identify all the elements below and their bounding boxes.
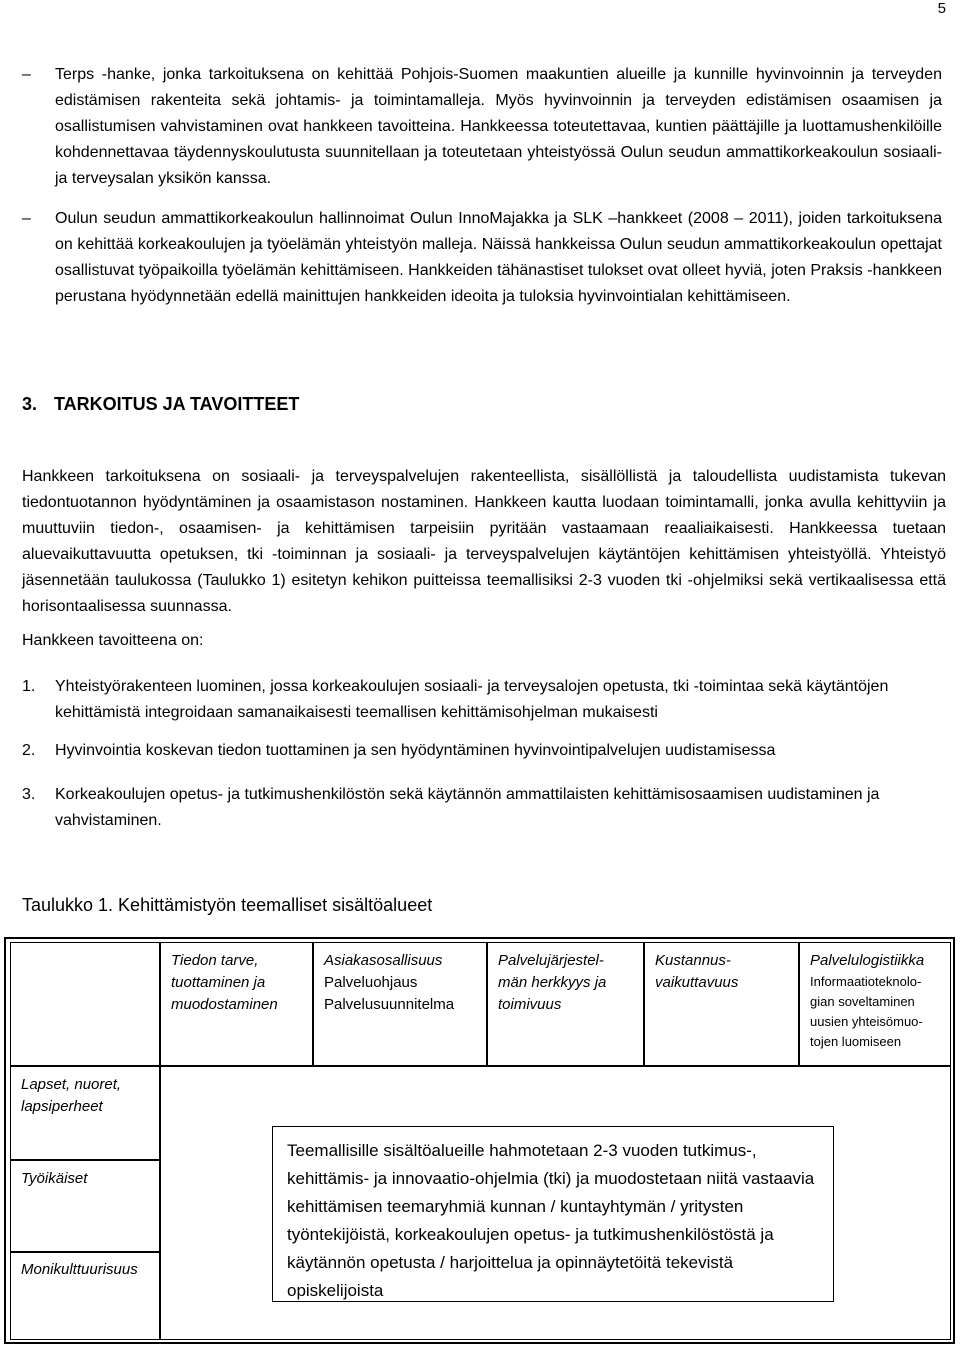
column-header — [799, 942, 951, 1066]
corner-cell — [10, 942, 160, 1066]
goal-number: 3. — [22, 786, 36, 803]
header-line: män herkkyys ja — [498, 974, 607, 991]
column-header — [160, 942, 313, 1066]
header-line: toimivuus — [498, 996, 562, 1013]
row-header — [10, 1252, 160, 1340]
header-line: Palvelusuunnitelma — [324, 996, 455, 1013]
header-subline: gian soveltaminen — [810, 994, 915, 1009]
section-number: 3. — [22, 394, 38, 414]
header-line: tuottaminen ja — [171, 974, 266, 991]
column-header — [487, 942, 644, 1066]
row-line: lapsiperheet — [21, 1098, 103, 1115]
column-header-label — [645, 943, 798, 1001]
row-header — [10, 1066, 160, 1160]
goal-text: Hyvinvointia koskevan tiedon tuottaminen ja sen hyödyntäminen hyvinvointipalvelujen uudistamisessa — [55, 742, 776, 759]
header-subline: Informaatioteknolo- — [810, 974, 922, 989]
overlay-description-box — [272, 1126, 834, 1302]
goal-item — [22, 782, 946, 834]
column-header-label — [488, 943, 643, 1023]
header-line: muodostaminen — [171, 996, 278, 1013]
goal-text: Korkeakoulujen opetus- ja tutkimushenkilöstön sekä käytännön ammattilaisten kehittämisosaamisen uudistaminen ja vahvistaminen. — [55, 786, 880, 829]
bullet-text: Oulun seudun ammattikorkeakoulun hallinnoimat Oulun InnoMajakka ja SLK –hankkeet (2008 – 2011), joiden tarkoituksena on kehittää korkeakoulujen ja työelämän yhteistyön malleja. Näissä hankkeissa Oulun seudun ammattikorkeakoulun opettajat osallistuvat työpaikoilla työelämän kehittämiseen. Hankkeiden tähänastiset tulokset ovat olleet hyviä, joten Praksis -hankkeen perustana hyödynnetään edellä mainittujen hankkeiden ideoita ja tuloksia hyvinvointialan kehittämiseen. — [55, 210, 942, 305]
column-header-label — [800, 943, 950, 1059]
goal-number: 1. — [22, 678, 36, 695]
row-line: Lapset, nuoret, — [21, 1076, 122, 1093]
goal-number: 2. — [22, 742, 36, 759]
goal-text: Yhteistyörakenteen luominen, jossa korkeakoulujen sosiaali- ja terveysalojen opetusta, tki -toimintaa sekä käytäntöjen kehittämistä integroidaan samanaikaisesti teemallisen kehittämisohjelman mukaisesti — [55, 678, 889, 721]
goal-item — [22, 738, 946, 764]
bullet-item-innomajakka — [22, 206, 942, 310]
goal-item — [22, 674, 946, 726]
row-header-label — [11, 1253, 159, 1288]
row-line: Työikäiset — [21, 1170, 88, 1187]
header-subline: uusien yhteisömuo- — [810, 1014, 923, 1029]
column-header — [313, 942, 487, 1066]
header-line: Asiakasosallisuus — [324, 952, 443, 969]
row-header — [10, 1160, 160, 1252]
overlay-description-text: Teemallisille sisältöalueille hahmotetaan 2-3 vuoden tutkimus-, kehittämis- ja innovaatio-ohjelmia (tki) ja muodostetaan niitä vastaavia kehittämisen teemaryhmiä kunnan / kuntayhtymän / yritysten työntekijöistä, korkeakoulujen opetus- ja tutkimushenkilöstöstä ja käytännön opetusta / harjoittelua ja opinnäytetöitä tekevistä opiskelijoista — [287, 1141, 815, 1300]
bullet-dash: – — [22, 66, 31, 83]
section-title: TARKOITUS JA TAVOITTEET — [54, 394, 300, 414]
header-line: Tiedon tarve, — [171, 952, 259, 969]
table-caption: Taulukko 1. Kehittämistyön teemalliset sisältöalueet — [22, 895, 433, 915]
page-number: 5 — [937, 0, 946, 17]
goals-intro: Hankkeen tavoitteena on: — [22, 632, 204, 649]
section-heading — [22, 394, 299, 415]
column-header-label — [161, 943, 312, 1023]
bullet-item-terps — [22, 62, 942, 192]
header-line: Palvelujärjestel- — [498, 952, 604, 969]
intro-paragraph: Hankkeen tarkoituksena on sosiaali- ja terveyspalvelujen rakenteellista, sisällöllistä ja taloudellista uudistamista tukevan tiedontuotannon hyödyntäminen ja osaamistason nostaminen. Hankkeen kautta luodaan toimintamalli, jonka avulla kehittyviin ja muuttuviin tiedon-, osaamisen- ja kehittämisen tarpeisiin pyritään vastaamaan reaaliaikaisesti. Hankkeessa tuetaan aluevaikuttavuutta opetuksen, tki -toiminnan ja sosiaali- ja terveyspalvelujen käytäntöjen kehittämisen yhteistyöllä. Yhteistyö jäsennetään taulukossa (Taulukko 1) esitetyn kehikon puitteissa teemallisiksi 2-3 vuoden tki -ohjelmiksi sekä vertikaalisessa että horisontaalisessa suunnassa. — [22, 468, 946, 615]
column-header — [644, 942, 799, 1066]
header-line: Kustannus- — [655, 952, 731, 969]
header-line: vaikuttavuus — [655, 974, 739, 991]
column-header-label — [314, 943, 486, 1023]
bullet-text: Terps -hanke, jonka tarkoituksena on kehittää Pohjois-Suomen maakuntien alueille ja kunnille hyvinvoinnin ja terveyden edistämisen rakenteita sekä johtamis- ja toimintamalleja. Myös hyvinvoinnin ja terveyden edistämisen osaamisen ja osallistumisen vahvistaminen ovat hankkeen tavoitteina. Hankkeessa toteutettavaa, kuntien päättäjille ja luottamushenkilöille kohdennettavaa täydennyskoulutusta suunnitellaan ja toteutetaan yhteistyössä Oulun seudun ammattikorkeakoulun sosiaali- ja terveysalan yksikön kanssa. — [55, 66, 942, 187]
bullet-dash: – — [22, 210, 31, 227]
header-line: Palvelulogistiikka — [810, 952, 925, 969]
header-subline: tojen luomiseen — [810, 1034, 902, 1049]
row-header-label — [11, 1161, 159, 1197]
header-line: Palveluohjaus — [324, 974, 418, 991]
row-line: Monikulttuurisuus — [21, 1261, 138, 1278]
row-header-label — [11, 1067, 159, 1125]
